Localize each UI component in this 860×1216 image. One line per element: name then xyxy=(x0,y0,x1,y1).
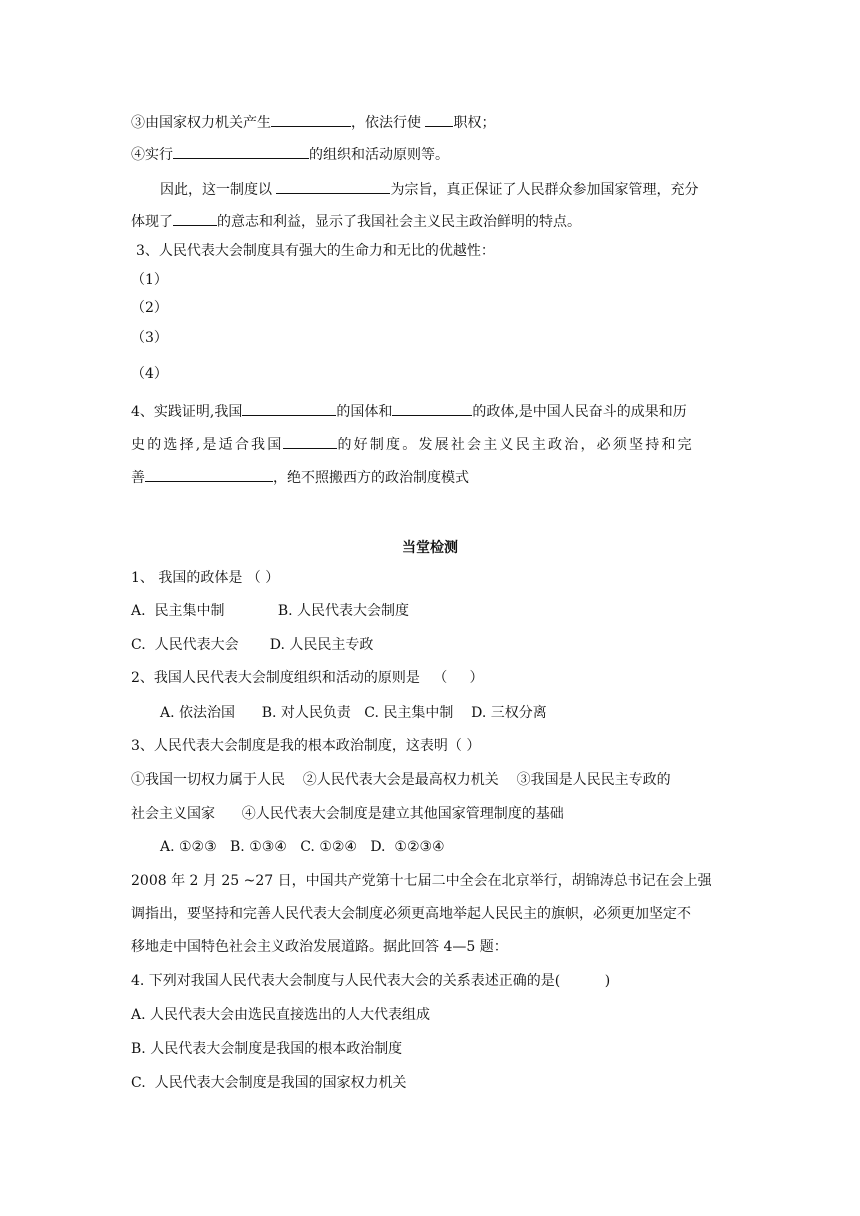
answer-blank[interactable] xyxy=(173,144,309,159)
paragraph-line xyxy=(131,211,581,232)
text-segment: 善 xyxy=(131,470,145,486)
text-segment: 职权； xyxy=(453,115,496,131)
question-4-option-b: B. 人民代表大会制度是我国的根本政治制度 xyxy=(131,1041,403,1057)
text-segment: 体现了 xyxy=(131,214,173,230)
text-segment: 的政体,是中国人民奋斗的成果和历 xyxy=(472,404,687,420)
answer-blank[interactable] xyxy=(283,434,337,449)
context-paragraph: 移地走中国特色社会主义政治发展道路。据此回答 4—5 题： xyxy=(131,939,508,955)
text-segment: 的组织和活动原则等。 xyxy=(309,147,449,163)
answer-blank[interactable] xyxy=(276,179,390,194)
text-segment: 因此，这一制度以 xyxy=(160,182,277,198)
text-segment: ③由国家权力机关产生 xyxy=(131,115,271,131)
text-segment: 的好制度。发展社会主义民主政治，必须坚持和完 xyxy=(337,437,694,453)
text-segment: 4、实践证明,我国 xyxy=(131,404,243,420)
context-paragraph: 2008 年 2 月 25 ~27 日，中国共产党第十七届二中全会在北京举行，胡锦涛总书记在会上强 xyxy=(131,873,712,889)
list-item: （2） xyxy=(131,300,168,316)
paragraph-line xyxy=(131,434,694,455)
question-1: 1、 我国的政体是 （ ） xyxy=(131,570,280,586)
text-segment: 为宗旨，真正保证了人民群众参加国家管理，充分 xyxy=(390,182,699,198)
fill-in-line-4 xyxy=(131,144,449,165)
question-4: 4. 下列对我国人民代表大会制度与人民代表大会的关系表述正确的是( ) xyxy=(131,973,611,989)
fill-in-line-3 xyxy=(131,112,495,133)
section-heading: 3、人民代表大会制度具有强大的生命力和无比的优越性： xyxy=(136,243,495,259)
question-3-options: A. ①②③ B. ①③④ C. ①②④ D. ①②③④ xyxy=(160,839,445,855)
list-item: （1） xyxy=(131,272,168,288)
question-2: 2、我国人民代表大会制度组织和活动的原则是 （ ） xyxy=(131,670,484,686)
text-segment: ，依法行使 xyxy=(351,115,426,131)
text-segment: 史的选择,是适合我国 xyxy=(131,437,284,453)
section-title: 当堂检测 xyxy=(402,540,458,556)
answer-blank[interactable] xyxy=(145,467,273,482)
question-4-option-c: C. 人民代表大会制度是我国的国家权力机关 xyxy=(131,1075,407,1091)
list-item: （3） xyxy=(131,330,168,346)
paragraph-line xyxy=(131,401,687,422)
text-segment: 的意志和利益，显示了我国社会主义民主政治鲜明的特点。 xyxy=(217,214,581,230)
answer-blank[interactable] xyxy=(271,112,351,127)
question-3: 3、人民代表大会制度是我的根本政治制度，这表明（ ） xyxy=(131,738,481,754)
paragraph-line xyxy=(160,179,698,200)
question-1-options: C. 人民代表大会 D. 人民民主专政 xyxy=(131,637,374,653)
answer-blank[interactable] xyxy=(242,401,336,416)
text-segment: ，绝不照搬西方的政治制度模式 xyxy=(273,470,469,486)
paragraph-line xyxy=(131,467,469,488)
answer-blank[interactable] xyxy=(425,112,453,127)
question-3-statements: 社会主义国家 ④人民代表大会制度是建立其他国家管理制度的基础 xyxy=(131,806,564,822)
context-paragraph: 调指出，要坚持和完善人民代表大会制度必须更高地举起人民民主的旗帜，必须更加坚定不 xyxy=(131,906,691,922)
list-item: （4） xyxy=(131,366,168,382)
answer-blank[interactable] xyxy=(173,211,217,226)
text-segment: 的国体和 xyxy=(336,404,393,420)
question-1-options: A. 民主集中制 B. 人民代表大会制度 xyxy=(131,603,410,619)
question-3-statements: ①我国一切权力属于人民 ②人民代表大会是最高权力机关 ③我国是人民民主专政的 xyxy=(131,772,671,788)
question-4-option-a: A. 人民代表大会由选民直接选出的人大代表组成 xyxy=(131,1007,431,1023)
question-2-options: A. 依法治国 B. 对人民负责 C. 民主集中制 D. 三权分离 xyxy=(160,705,547,721)
answer-blank[interactable] xyxy=(392,401,472,416)
text-segment: ④实行 xyxy=(131,147,173,163)
